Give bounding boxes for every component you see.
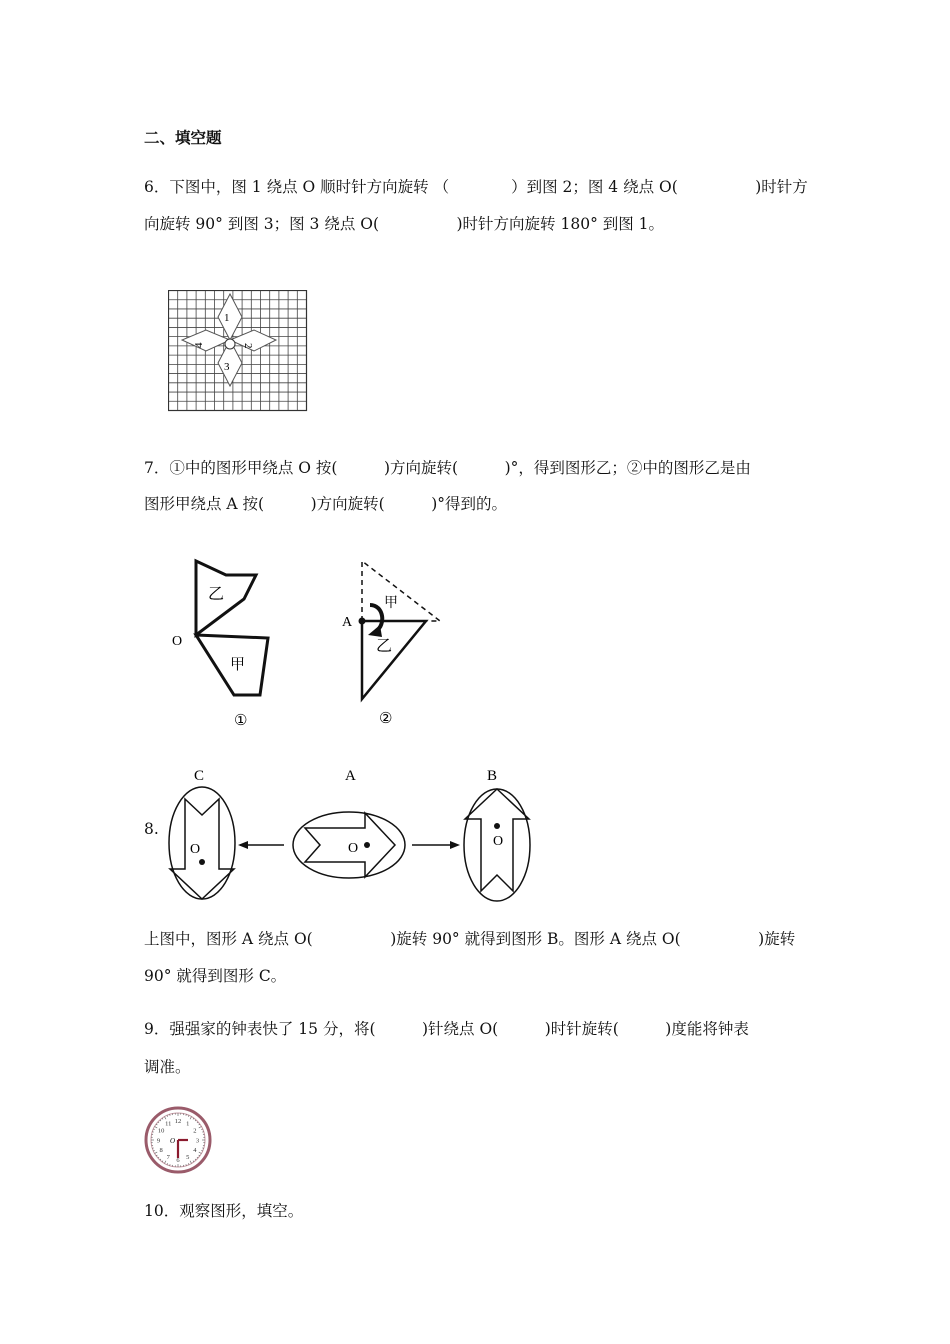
q7-figures: [168, 555, 458, 735]
rotation-arrow: [370, 605, 382, 631]
fig2-shape-jia: [362, 561, 440, 621]
q6-line2: 向旋转 90° 到图 3；图 3 绕点 O( )时针方向旋转 180° 到图 1。: [144, 215, 665, 233]
arrow-to-b-head: [450, 841, 460, 849]
q10-line1: 10．观察图形，填空。: [144, 1202, 304, 1220]
clock-number: 10: [157, 1127, 165, 1135]
shape-a-point-o: O: [348, 841, 359, 856]
shape-4: [182, 330, 230, 351]
clock-number: 2: [193, 1127, 197, 1135]
q8-number: 8.: [144, 820, 159, 838]
fig2-point-a: A: [342, 615, 353, 630]
q7-line1: 7．①中的图形甲绕点 O 按( )方向旋转( )°，得到图形乙；②中的图形乙是由: [144, 459, 751, 477]
rotation-arrow-head: [368, 625, 382, 637]
fig1-caption: ①: [234, 713, 248, 729]
fig1-point-o: O: [172, 634, 183, 649]
fig2-label-yi: 乙: [376, 638, 393, 655]
fig1-label-yi: 乙: [208, 586, 225, 603]
label-3: 3: [224, 361, 230, 373]
shape-1: [218, 294, 242, 340]
label-b: B: [487, 768, 498, 784]
q6-grid-figure: [168, 290, 308, 412]
q9-clock: [144, 1106, 212, 1174]
clock-number: 11: [165, 1120, 172, 1128]
fig2-point-a-dot: [359, 618, 366, 625]
q8-line2: 90° 就得到图形 C。: [144, 967, 287, 985]
fig2-caption: ②: [379, 711, 393, 727]
clock-number: 1: [186, 1120, 190, 1128]
label-2: 2: [242, 343, 254, 349]
label-4: 4: [193, 342, 205, 348]
point-o: [225, 339, 235, 349]
fig2-label-jia: 甲: [384, 596, 398, 611]
shape-c-ellipse: [169, 787, 235, 899]
q8-line1: 上图中，图形 A 绕点 O( )旋转 90° 就得到图形 B。图形 A 绕点 O( )旋转: [144, 930, 796, 948]
q6-line1: 6．下图中，图 1 绕点 O 顺时针方向旋转 （ ）到图 2；图 4 绕点 O( )时针方: [144, 178, 808, 196]
clock-number: 4: [193, 1147, 197, 1155]
clock-number: 5: [186, 1154, 190, 1162]
q9-line1: 9．强强家的钟表快了 15 分，将( )针绕点 O( )时针旋转( )度能将钟表: [144, 1020, 749, 1038]
clock-number: 6: [176, 1156, 180, 1164]
clock-number: 7: [166, 1154, 170, 1162]
clock-center-label: O: [170, 1137, 176, 1145]
q7-line2: 图形甲绕点 A 按( )方向旋转( )°得到的。: [144, 495, 507, 513]
shape-c-point-o: O: [190, 842, 201, 857]
shape-b-point-o: O: [493, 834, 504, 849]
fig1-label-jia: 甲: [230, 657, 246, 673]
shape-c-dot: [199, 859, 205, 865]
fig1-shape-yi: [196, 561, 256, 635]
section-title: 二、填空题: [144, 129, 222, 147]
label-c: C: [194, 768, 205, 784]
clock-number: 3: [195, 1137, 200, 1145]
label-a: A: [345, 768, 356, 784]
shape-a-dot: [364, 842, 370, 848]
clock-number: 9: [156, 1137, 161, 1145]
label-1: 1: [224, 312, 230, 324]
q8-figures: [160, 765, 540, 905]
q9-line2: 调准。: [144, 1058, 191, 1076]
arrow-to-c-head: [238, 841, 248, 849]
clock-number: 12: [174, 1117, 182, 1125]
clock-number: 8: [159, 1147, 163, 1155]
shape-b-dot: [494, 823, 500, 829]
